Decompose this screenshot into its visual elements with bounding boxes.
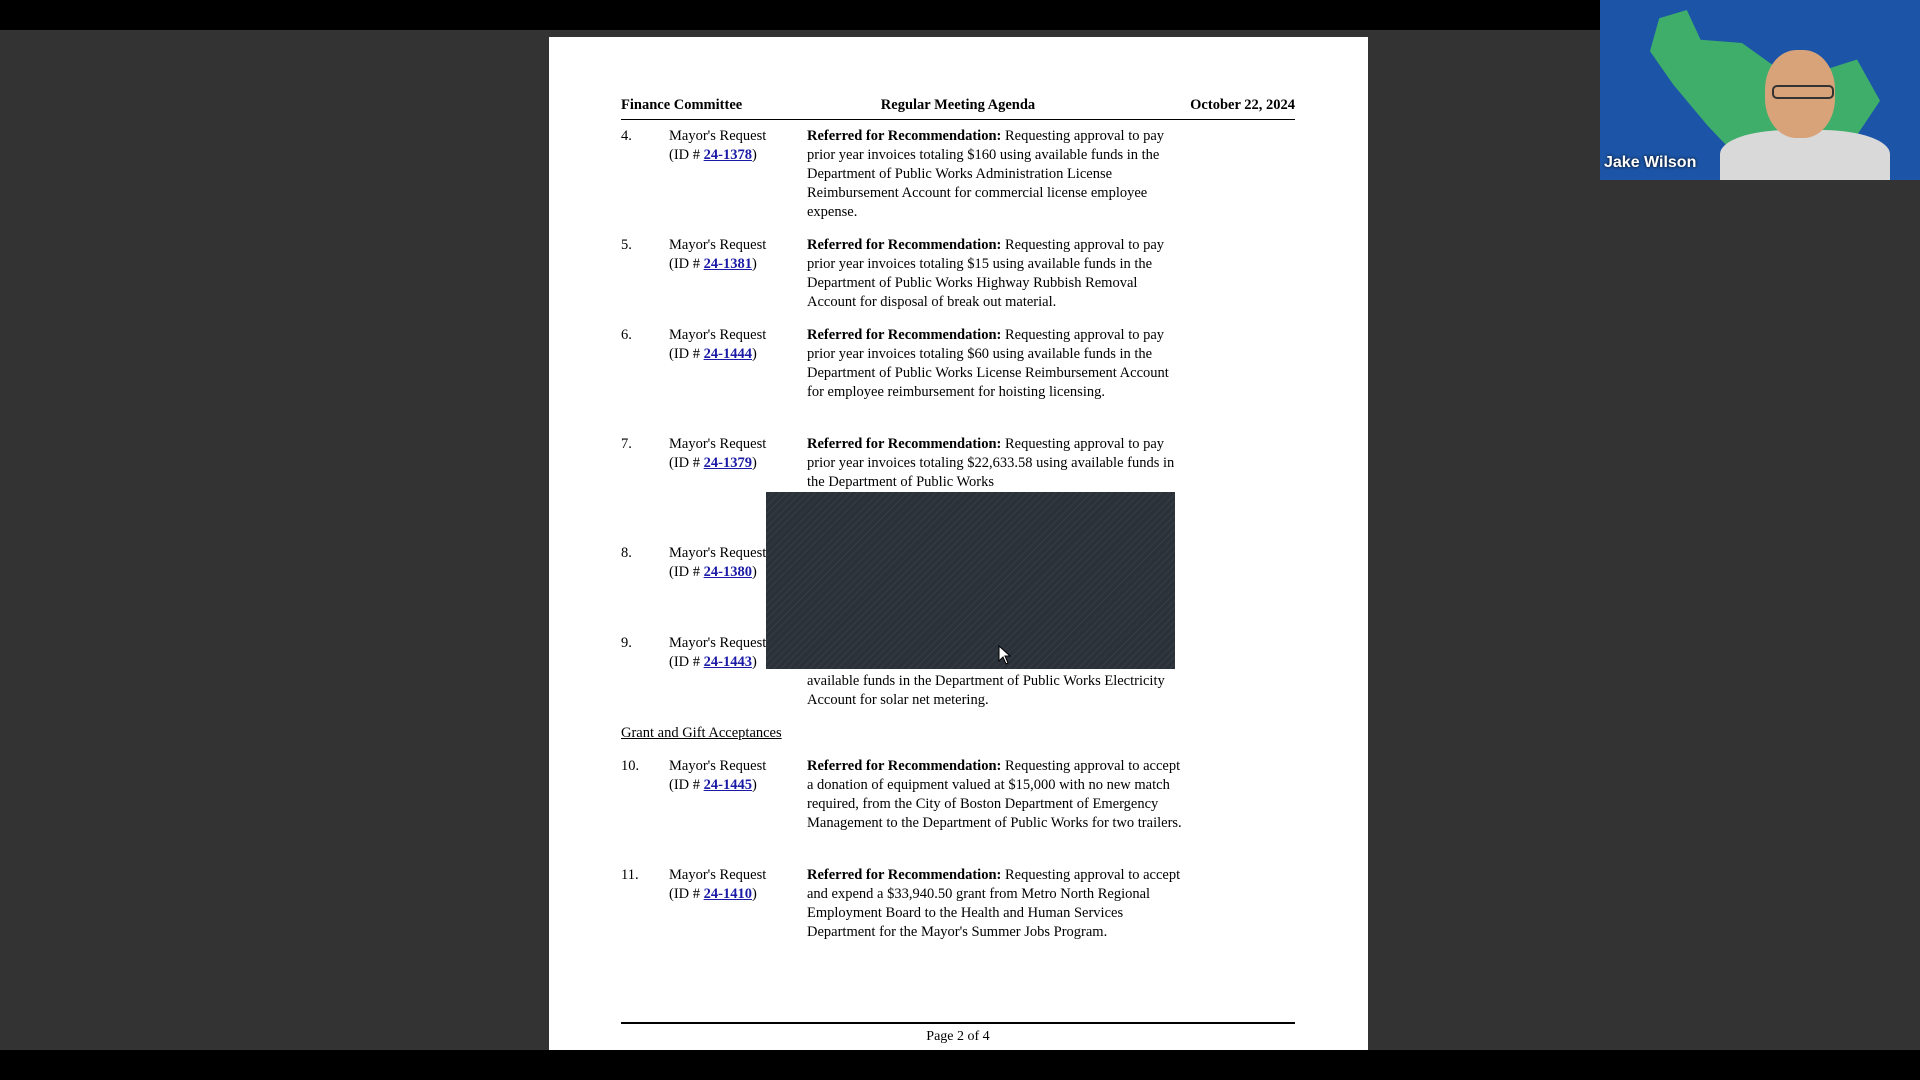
header-date: October 22, 2024 [1190,97,1295,113]
desc-bold: Referred for Recommendation: [807,436,1002,452]
request-label: Mayor's Request [669,436,767,452]
item-request [669,326,789,364]
item-number: 7. [621,436,632,452]
page-header [621,97,1295,120]
id-suffix: ) [751,564,757,580]
desc-text: Requesting approval to pay prior year invoices totaling $160 using available funds in the Department of Public Works Administration License Reimbursement Account for commercial license employee expense. [807,128,1165,220]
item-number: 6. [621,327,632,343]
item-description [807,127,1187,222]
item-number: 10. [621,758,640,774]
section-title: Grant and Gift Acceptances [621,725,782,741]
bottom-black-bar [0,1050,1920,1080]
participant-video-tile[interactable] [1600,0,1920,180]
desc-bold: Referred for Recommendation: [807,867,1002,883]
item-description [807,236,1187,312]
item-number: 5. [621,237,632,253]
id-prefix: (ID # [669,564,704,580]
id-prefix: (ID # [669,256,704,272]
item-id-link[interactable]: 24-1381 [703,256,752,272]
item-number: 4. [621,128,632,144]
desc-text: Requesting approval to pay prior year invoices totaling $22,633.58 using available funds in the Department of Public Works [807,436,1175,490]
id-prefix: (ID # [669,886,704,902]
glasses-graphic [1772,85,1834,99]
id-suffix: ) [751,654,757,670]
request-label: Mayor's Request [669,545,767,561]
id-suffix: ) [751,455,757,471]
item-request [669,757,789,795]
request-label: Mayor's Request [669,758,767,774]
id-suffix: ) [751,777,757,793]
item-request [669,435,789,473]
id-suffix: ) [751,256,757,272]
participant-name: Jake Wilson [1604,154,1697,171]
redaction-overlay [766,492,1175,669]
footer-divider [621,1022,1295,1024]
item-description [807,326,1187,402]
item-id-link[interactable]: 24-1410 [703,886,752,902]
item-id-link[interactable]: 24-1378 [703,147,752,163]
item-description [807,866,1187,942]
item-number: 11. [621,867,639,883]
id-prefix: (ID # [669,777,704,793]
item-request [669,127,789,165]
request-label: Mayor's Request [669,237,767,253]
desc-text: Requesting approval to pay prior year invoices totaling $15 using available funds in the Department of Public Works Highway Rubbish Removal Account for disposal of break out material. [807,237,1165,310]
desc-text: Requesting approval to pay prior year invoices totaling $60 using available funds in the Department of Public Works License Reimbursement Account for employee reimbursement for hoisting licensing. [807,327,1169,400]
item-description [807,435,1187,492]
item-id-link[interactable]: 24-1380 [703,564,752,580]
item-id-link[interactable]: 24-1379 [703,455,752,471]
header-title: Regular Meeting Agenda [880,97,1036,113]
request-label: Mayor's Request [669,635,767,651]
request-label: Mayor's Request [669,128,767,144]
desc-bold: Referred for Recommendation: [807,128,1002,144]
desc-text: Requesting approval to accept a donation of equipment valued at $15,000 with no new match required, from the City of Boston Department of Emergency Management to the Department of Public Works for two trailers. [807,758,1182,831]
request-label: Mayor's Request [669,327,767,343]
page-number: Page 2 of 4 [926,1029,990,1044]
id-suffix: ) [751,147,757,163]
item-description [807,672,1187,710]
item-id-link[interactable]: 24-1445 [703,777,752,793]
item-description [807,757,1187,833]
id-prefix: (ID # [669,147,704,163]
item-request [669,236,789,274]
desc-text: Requesting approval to accept and expend a $33,940.50 grant from Metro North Regional Employment Board to the Health and Human Services Department for the Mayor's Summer Jobs Program. [807,867,1181,940]
item-id-link[interactable]: 24-1443 [703,654,752,670]
item-id-link[interactable]: 24-1444 [703,346,752,362]
request-label: Mayor's Request [669,867,767,883]
desc-text: available funds in the Department of Public Works Electricity Account for solar net metering. [807,673,1165,708]
mouse-cursor-icon [998,645,1012,665]
id-suffix: ) [751,346,757,362]
id-suffix: ) [751,886,757,902]
desc-bold: Referred for Recommendation: [807,327,1002,343]
item-number: 9. [621,635,632,651]
header-committee: Finance Committee [621,97,743,113]
item-number: 8. [621,545,632,561]
item-request [669,866,789,904]
id-prefix: (ID # [669,455,704,471]
desc-bold: Referred for Recommendation: [807,758,1002,774]
id-prefix: (ID # [669,346,704,362]
id-prefix: (ID # [669,654,704,670]
desc-bold: Referred for Recommendation: [807,237,1002,253]
